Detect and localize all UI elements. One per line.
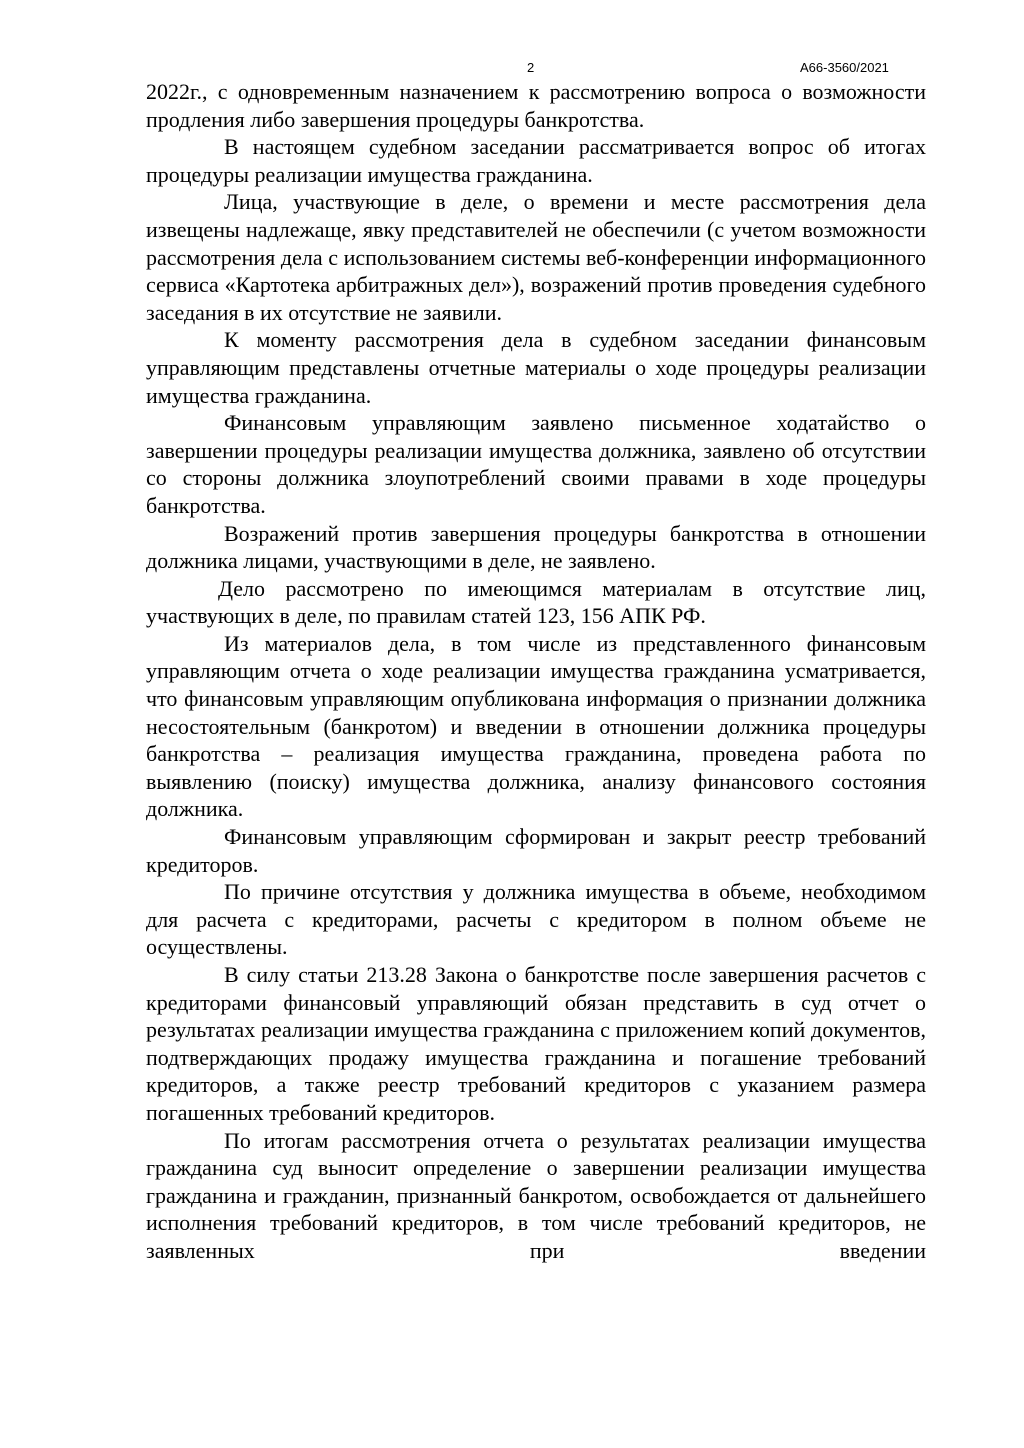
paragraph-continuation: 2022г., с одновременным назначением к рассмотрению вопроса о возможности продления либо завершения процедуры банкротства. [146,79,926,132]
paragraph: Финансовым управляющим сформирован и закрыт реестр требований кредиторов. [146,824,926,877]
paragraph: В настоящем судебном заседании рассматривается вопрос об итогах процедуры реализации имущества гражданина. [146,134,926,187]
paragraph: По причине отсутствия у должника имущества в объеме, необходимом для расчета с кредиторами, расчеты с кредитором в полном объеме не осуществлены. [146,879,926,960]
paragraph: Возражений против завершения процедуры банкротства в отношении должника лицами, участвующими в деле, не заявлено. [146,520,926,574]
paragraph: Дело рассмотрено по имеющимся материалам в отсутствие лиц, участвующих в деле, по правилам статей 123, 156 АПК РФ. [146,575,926,629]
paragraph: Финансовым управляющим заявлено письменное ходатайство о завершении процедуры реализации имущества должника, заявлено об отсутствии со стороны должника злоупотреблений своими правами в ходе процедуры банкротства. [146,410,926,518]
paragraph: К моменту рассмотрения дела в судебном заседании финансовым управляющим представлены отчетные материалы о ходе процедуры реализации имущества гражданина. [146,327,926,408]
paragraph: По итогам рассмотрения отчета о результатах реализации имущества гражданина суд выносит определение о завершении реализации имущества гражданина и гражданин, признанный банкротом, освобождается от дальнейшего исполнения требований кредиторов, в том числе требований кредиторов, не заявленных при введении [146,1127,926,1263]
case-number: А66-3560/2021 [800,60,889,75]
paragraph: Из материалов дела, в том числе из представленного финансовым управляющим отчета о ходе реализации имущества гражданина усматривается, что финансовым управляющим опубликована информация о признании должника несостоятельным (банкротом) и введении в отношении должника процедуры банкротства – реализация имущества гражданина, проведена работа по выявлению (поиску) имущества должника, анализу финансового состояния должника. [146,630,926,822]
page-number: 2 [527,60,535,75]
paragraph: В силу статьи 213.28 Закона о банкротстве после завершения расчетов с кредиторами финансовый управляющий обязан представить в суд отчет о результатах реализации имущества гражданина с приложением копий документов, подтверждающих продажу имущества гражданина и погашение требований кредиторов, а также реестр требований кредиторов с указанием размера погашенных требований кредиторов. [146,962,926,1125]
paragraph: Лица, участвующие в деле, о времени и месте рассмотрения дела извещены надлежаще, явку представителей не обеспечили (с учетом возможности рассмотрения дела с использованием системы веб-конференции информационного сервиса «Картотека арбитражных дел»), возражений против проведения судебного заседания в их отсутствие не заявили. [146,189,926,325]
document-body [146,78,926,1265]
